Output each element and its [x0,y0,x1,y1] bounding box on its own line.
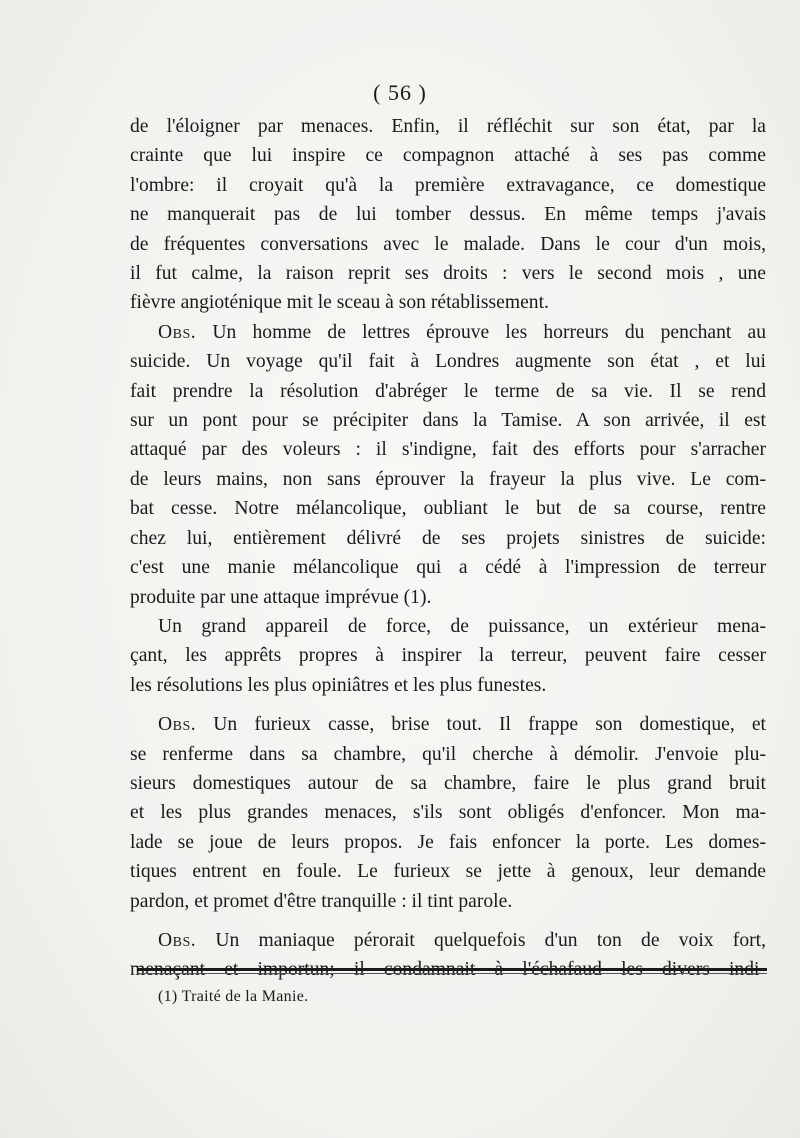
text-fragment: Un maniaque pérorait quelquefois d'un ton de voix fort, [196,929,766,951]
text-fragment: Un furieux casse, brise tout. Il frappe son domestique, et [196,714,766,736]
text-line: il fut calme, la raison reprit ses droits : vers le second mois , une [130,263,766,285]
paragraph-gap [130,700,766,710]
text-line: lade se joue de leurs propos. Je fais enfoncer la porte. Les domes- [130,831,766,853]
text-line: de leurs mains, non sans éprouver la frayeur la plus vive. Le com- [130,468,766,490]
paragraph-2 [130,612,766,700]
text-line [130,318,766,347]
text-line: l'ombre: il croyait qu'à la première extravagance, ce domestique [130,174,766,196]
text-line [130,926,766,955]
text-line: et les plus grandes menaces, s'ils sont obligés d'enfoncer. Mon ma- [130,802,766,824]
text-line: de l'éloigner par menaces. Enfin, il réfléchit sur son état, par la [130,116,766,137]
footnote-rule-thin [137,973,767,974]
text-line: les résolutions les plus opiniâtres et les plus funestes. [130,674,547,696]
text-line: tiques entrent en foule. Le furieux se jette à genoux, leur demande [130,861,766,883]
text-line: produite par une attaque imprévue (1). [130,586,432,608]
text-line: ne manquerait pas de lui tomber dessus. En même temps j'avais [130,204,766,226]
obs-label: Obs. [158,321,197,343]
text-line: pardon, et promet d'être tranquille : il tint parole. [130,890,513,912]
text-line: sieurs domestiques autour de sa chambre, faire le plus grand bruit [130,772,766,794]
text-line: çant, les apprêts propres à inspirer la terreur, peuvent faire cesser [130,645,766,667]
text-line: Un grand appareil de force, de puissance, un extérieur mena- [158,615,766,637]
paragraph-1 [130,112,766,318]
body-text [130,112,766,985]
text-line: chez lui, entièrement délivré de ses projets sinistres de suicide: [130,527,766,549]
text-fragment: Un homme de lettres éprouve les horreurs du penchant au [196,321,766,343]
paragraph-obs-2 [130,710,766,916]
text-line: sur un pont pour se précipiter dans la Tamise. A son arrivée, il est [130,410,766,432]
text-line: menaçant et importun; il condamnait à l'échafaud les divers indi- [130,959,766,981]
paragraph-gap [130,916,766,926]
text-line: attaqué par des voleurs : il s'indigne, fait des efforts pour s'arracher [130,439,766,461]
text-line: de fréquentes conversations avec le malade. Dans le cour d'un mois, [130,233,766,255]
text-line: suicide. Un voyage qu'il fait à Londres augmente son état , et lui [130,351,766,373]
text-line: fièvre angioténique mit le sceau à son rétablissement. [130,292,549,314]
paragraph-obs-1 [130,318,766,612]
text-line: bat cesse. Notre mélancolique, oubliant le but de sa course, rentre [130,498,766,520]
footnote-rule [137,968,767,971]
paragraph-obs-3 [130,926,766,985]
text-line: fait prendre la résolution d'abréger le terme de sa vie. Il se rend [130,380,766,402]
text-line: c'est une manie mélancolique qui a cédé à l'impression de terreur [130,557,766,579]
text-line: crainte que lui inspire ce compagnon attaché à ses pas comme [130,145,766,167]
text-line: se renferme dans sa chambre, qu'il cherche à démolir. J'envoie plu- [130,743,766,765]
obs-label: Obs. [158,714,197,736]
text-line [130,710,766,739]
obs-label: Obs. [158,929,197,951]
footnote: (1) Traité de la Manie. [158,988,309,1005]
page-number: ( 56 ) [373,80,427,105]
